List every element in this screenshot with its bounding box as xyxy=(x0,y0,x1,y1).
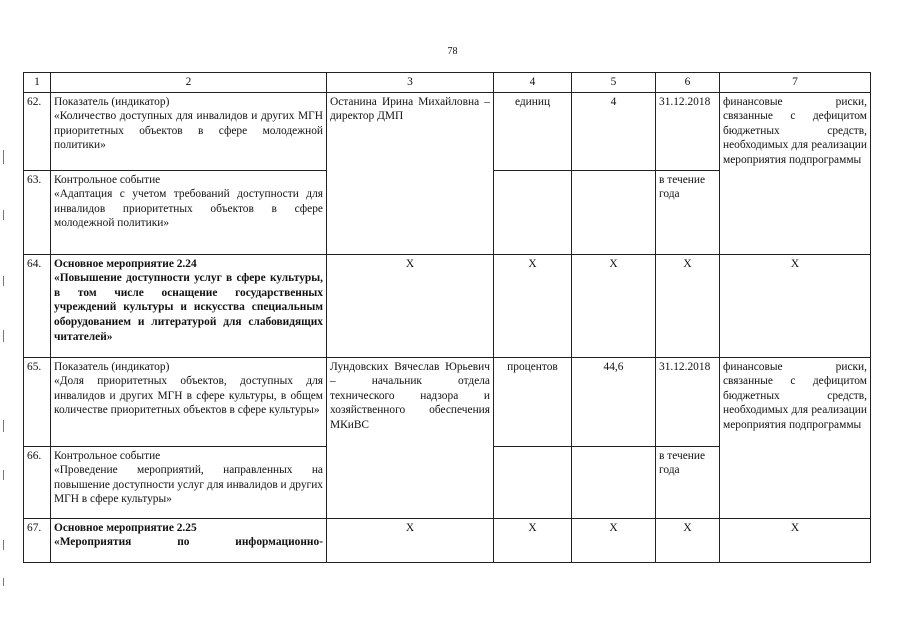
value-cell xyxy=(572,446,656,518)
risk-cell: финансовые риски, связанные с дефицитом бюджетных средств, необходимых для реализации мероприятия подпрограммы xyxy=(720,92,871,254)
column-header: 6 xyxy=(656,73,720,93)
column-header: 3 xyxy=(327,73,494,93)
row-number: 64. xyxy=(24,254,51,357)
row-description: «Количество доступных для инвалидов и других МГН приоритетных объектов в сфере молодежной политики» xyxy=(54,110,323,152)
margin-mark xyxy=(3,330,4,342)
date-cell: в течение года xyxy=(656,446,720,518)
indicator-cell xyxy=(51,357,327,446)
table-row xyxy=(24,254,871,357)
row-number: 65. xyxy=(24,357,51,446)
activity-title: Основное мероприятие 2.25 xyxy=(54,521,197,534)
margin-mark xyxy=(3,540,4,550)
x-mark: Х xyxy=(656,254,720,357)
unit-cell: процентов xyxy=(494,357,572,446)
row-kind: Контрольное событие xyxy=(54,173,161,186)
margin-mark xyxy=(3,420,4,432)
responsible-cell: Останина Ирина Михайловна – директор ДМП xyxy=(327,92,494,254)
column-header: 1 xyxy=(24,73,51,93)
unit-cell xyxy=(494,446,572,518)
responsible-cell: Лундовских Вячеслав Юрьевич – начальник отдела технического надзора и хозяйственного обеспечения МКиВС xyxy=(327,357,494,518)
indicator-cell xyxy=(51,92,327,170)
row-kind: Показатель (индикатор) xyxy=(54,95,170,108)
column-header: 2 xyxy=(51,73,327,93)
row-description: «Доля приоритетных объектов, доступных для инвалидов и других МГН в сфере культуры, в общем количестве приоритетных объектов в сфере культуры» xyxy=(54,375,323,417)
activity-cell xyxy=(51,254,327,357)
margin-mark xyxy=(3,210,4,220)
table-row xyxy=(24,357,871,446)
x-mark: Х xyxy=(720,254,871,357)
value-cell: 4 xyxy=(572,92,656,170)
row-kind: Показатель (индикатор) xyxy=(54,360,170,373)
table-header-row xyxy=(24,73,871,93)
row-description: «Проведение мероприятий, направленных на повышение доступности услуг для инвалидов и других МГН в сфере культуры» xyxy=(54,464,323,506)
value-cell: 44,6 xyxy=(572,357,656,446)
x-mark: Х xyxy=(494,254,572,357)
row-description: «Адаптация с учетом требований доступности для инвалидов приоритетных объектов в сфере молодежной политики» xyxy=(54,188,323,230)
table-row xyxy=(24,518,871,562)
activity-cell xyxy=(51,518,327,562)
row-number: 66. xyxy=(24,446,51,518)
value-cell xyxy=(572,170,656,254)
column-header: 7 xyxy=(720,73,871,93)
risk-cell: финансовые риски, связанные с дефицитом бюджетных средств, необходимых для реализации мероприятия подпрограммы xyxy=(720,357,871,518)
x-mark: Х xyxy=(494,518,572,562)
x-mark: Х xyxy=(720,518,871,562)
activity-description: «Мероприятия по информационно- xyxy=(54,536,323,549)
indicator-cell xyxy=(51,446,327,518)
column-header: 4 xyxy=(494,73,572,93)
date-cell: в течение года xyxy=(656,170,720,254)
x-mark: Х xyxy=(656,518,720,562)
plan-table xyxy=(23,72,871,563)
row-kind: Контрольное событие xyxy=(54,449,161,462)
row-number: 62. xyxy=(24,92,51,170)
date-cell: 31.12.2018 xyxy=(656,92,720,170)
x-mark: Х xyxy=(327,518,494,562)
unit-cell: единиц xyxy=(494,92,572,170)
margin-mark xyxy=(3,578,4,586)
indicator-cell xyxy=(51,170,327,254)
margin-mark xyxy=(3,470,4,480)
x-mark: Х xyxy=(572,518,656,562)
page-number: 78 xyxy=(447,46,458,57)
row-number: 63. xyxy=(24,170,51,254)
activity-description: «Повышение доступности услуг в сфере культуры, в том числе оснащение государственных учреждений культуры и искусства специальным оборудованием и литературой для слабовидящих читателей» xyxy=(54,272,323,343)
date-cell: 31.12.2018 xyxy=(656,357,720,446)
row-number: 67. xyxy=(24,518,51,562)
x-mark: Х xyxy=(327,254,494,357)
table-row xyxy=(24,92,871,170)
column-header: 5 xyxy=(572,73,656,93)
activity-title: Основное мероприятие 2.24 xyxy=(54,257,197,270)
margin-mark xyxy=(3,276,4,286)
x-mark: Х xyxy=(572,254,656,357)
unit-cell xyxy=(494,170,572,254)
margin-mark xyxy=(3,150,4,164)
